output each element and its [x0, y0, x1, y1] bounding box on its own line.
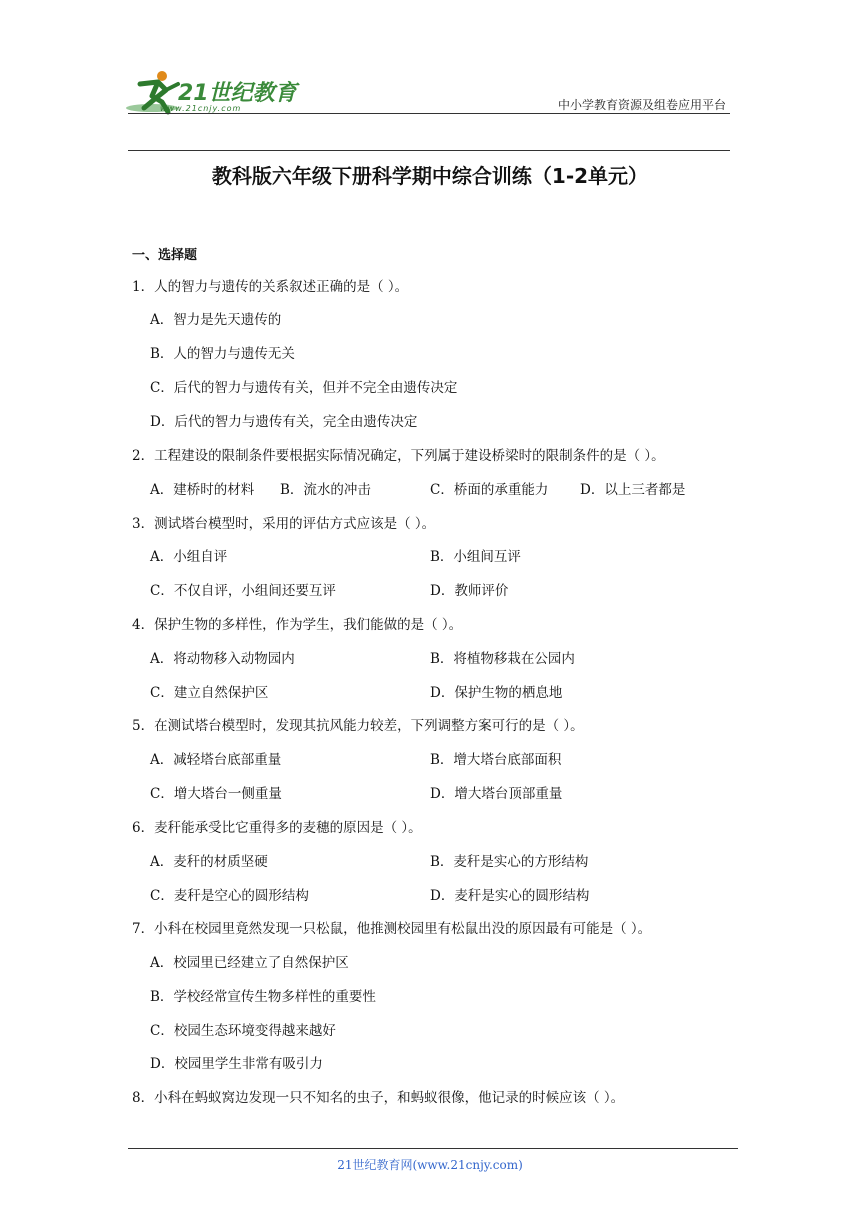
- q3-option-d: D．教师评价: [430, 583, 509, 599]
- q3-option-a: A．小组自评: [150, 549, 228, 565]
- question-2: 2．工程建设的限制条件要根据实际情况确定，下列属于建设桥梁时的限制条件的是（ ）。: [132, 448, 665, 464]
- question-3: 3．测试塔台模型时，采用的评估方式应该是（ ）。: [132, 516, 436, 532]
- logo-url: www.21cnjy.com: [160, 104, 242, 113]
- q3-option-b: B．小组间互评: [430, 549, 521, 565]
- q6-option-b: B．麦秆是实心的方形结构: [430, 854, 589, 870]
- title-divider: [128, 150, 730, 151]
- page-title: 教科版六年级下册科学期中综合训练（1-2单元）: [211, 164, 649, 188]
- q2-option-a: A．建桥时的材料: [150, 482, 255, 498]
- q1-option-b: B．人的智力与遗传无关: [150, 346, 295, 362]
- platform-label: 中小学教育资源及组卷应用平台: [557, 98, 726, 112]
- q2-option-d: D．以上三者都是: [580, 482, 686, 498]
- footer-divider: [128, 1148, 738, 1149]
- q4-option-d: D．保护生物的栖息地: [430, 685, 563, 701]
- q7-option-a: A．校园里已经建立了自然保护区: [150, 955, 349, 971]
- q2-option-b: B．流水的冲击: [280, 482, 371, 498]
- q4-option-b: B．将植物移栽在公园内: [430, 651, 575, 667]
- logo-text: 21世纪教育: [178, 81, 297, 106]
- question-6: 6．麦秆能承受比它重得多的麦穗的原因是（ ）。: [132, 820, 422, 836]
- q7-option-d: D．校园里学生非常有吸引力: [150, 1056, 323, 1072]
- question-5: 5．在测试塔台模型时，发现其抗风能力较差，下列调整方案可行的是（ ）。: [132, 718, 584, 734]
- q7-option-b: B．学校经常宣传生物多样性的重要性: [150, 989, 376, 1005]
- q3-option-c: C．不仅自评，小组间还要互评: [150, 583, 336, 599]
- q6-option-a: A．麦秆的材质坚硬: [150, 854, 268, 870]
- q5-option-a: A．减轻塔台底部重量: [150, 752, 282, 768]
- q5-option-d: D．增大塔台顶部重量: [430, 786, 563, 802]
- section-heading: 一、选择题: [132, 248, 198, 263]
- q5-option-c: C．增大塔台一侧重量: [150, 786, 282, 802]
- q7-option-c: C．校园生态环境变得越来越好: [150, 1023, 336, 1039]
- question-4: 4．保护生物的多样性，作为学生，我们能做的是（ ）。: [132, 617, 463, 633]
- q4-option-a: A．将动物移入动物园内: [150, 651, 295, 667]
- question-8: 8．小科在蚂蚁窝边发现一只不知名的虫子，和蚂蚁很像，他记录的时候应该（ ）。: [132, 1090, 625, 1106]
- footer-link[interactable]: 21世纪教育网(www.21cnjy.com): [337, 1158, 523, 1172]
- q1-option-c: C．后代的智力与遗传有关，但并不完全由遗传决定: [150, 380, 458, 396]
- header-divider: [128, 113, 730, 114]
- q6-option-d: D．麦秆是实心的圆形结构: [430, 888, 590, 904]
- question-1: 1．人的智力与遗传的关系叙述正确的是（ ）。: [132, 279, 409, 295]
- q5-option-b: B．增大塔台底部面积: [430, 752, 562, 768]
- question-7: 7．小科在校园里竟然发现一只松鼠，他推测校园里有松鼠出没的原因最有可能是（ ）。: [132, 921, 652, 937]
- q1-option-d: D．后代的智力与遗传有关，完全由遗传决定: [150, 414, 418, 430]
- q2-option-c: C．桥面的承重能力: [430, 482, 549, 498]
- q6-option-c: C．麦秆是空心的圆形结构: [150, 888, 309, 904]
- q4-option-c: C．建立自然保护区: [150, 685, 269, 701]
- q1-option-a: A．智力是先天遗传的: [150, 312, 282, 328]
